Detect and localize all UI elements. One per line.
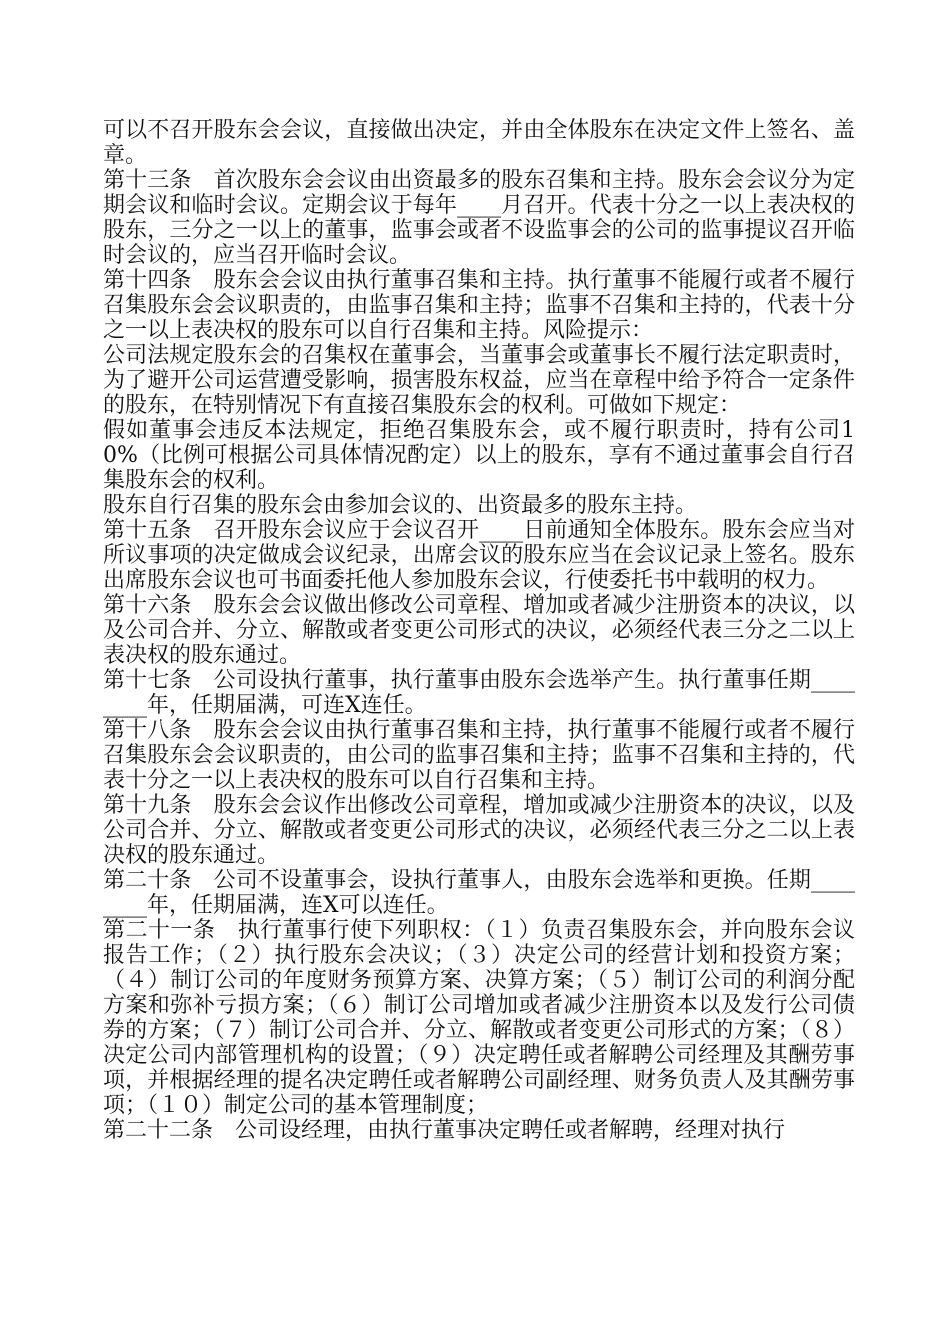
paragraph-continuation: 可以不召开股东会会议，直接做出决定，并由全体股东在决定文件上签名、盖章。 bbox=[103, 118, 855, 168]
risk-note-chair: 股东自行召集的股东会由参加会议的、出资最多的股东主持。 bbox=[103, 493, 698, 518]
article-16: 第十六条 股东会会议做出修改公司章程、增加或者减少注册资本的决议，以及公司合并、分立、解散或者变更公司形式的决议，必须经代表三分之二以上表决权的股东通过。 bbox=[103, 593, 855, 668]
risk-note-provision: 假如董事会违反本法规定，拒绝召集股东会，或不履行职责时，持有公司10%（比例可根据公司具体情况酌定）以上的股东，享有不通过董事会自行召集股东会的权利。 bbox=[103, 418, 855, 493]
article-13: 第十三条 首次股东会会议由出资最多的股东召集和主持。股东会会议分为定期会议和临时会议。定期会议于每年____月召开。代表十分之一以上表决权的股东，三分之一以上的董事，监事会或者不设监事会的公司的监事提议召开临时会议的，应当召开临时会议。 bbox=[103, 168, 855, 268]
article-21: 第二十一条 执行董事行使下列职权：（１）负责召集股东会，并向股东会议报告工作；（２）执行股东会决议；（３）决定公司的经营计划和投资方案；（４）制订公司的年度财务预算方案、决算方案；（５）制订公司的利润分配方案和弥补亏损方案；（６）制订公司增加或者减少注册资本以及发行公司债券的方案；（７）制订公司合并、分立、解散或者变更公司形式的方案；（８）决定公司内部管理机构的设置；（９）决定聘任或者解聘公司经理及其酬劳事项，并根据经理的提名决定聘任或者解聘公司副经理、财务负责人及其酬劳事项；（１０）制定公司的基本管理制度； bbox=[103, 918, 855, 1118]
article-14: 第十四条 股东会会议由执行董事召集和主持。执行董事不能履行或者不履行召集股东会会议职责的，由监事召集和主持；监事不召集和主持的，代表十分之一以上表决权的股东可以自行召集和主持。风险提示： bbox=[103, 268, 855, 343]
document-page bbox=[103, 118, 855, 1143]
article-17: 第十七条 公司设执行董事，执行董事由股东会选举产生。执行董事任期________年，任期届满，可连X连任。 bbox=[103, 668, 855, 718]
article-19: 第十九条 股东会会议作出修改公司章程，增加或减少注册资本的决议，以及公司合并、分立、解散或者变更公司形式的决议，必须经代表三分之二以上表决权的股东通过。 bbox=[103, 793, 855, 868]
article-20: 第二十条 公司不设董事会，设执行董事人，由股东会选举和更换。任期________年，任期届满，连X可以连任。 bbox=[103, 868, 855, 918]
risk-note: 公司法规定股东会的召集权在董事会，当董事会或董事长不履行法定职责时，为了避开公司运营遭受影响，损害股东权益，应当在章程中给予符合一定条件的股东，在特别情况下有直接召集股东会的权利。可做如下规定： bbox=[103, 343, 855, 418]
article-15: 第十五条 召开股东会议应于会议召开____日前通知全体股东。股东会应当对所议事项的决定做成会议纪录，出席会议的股东应当在会议记录上签名。股东出席股东会议也可书面委托他人参加股东会议，行使委托书中载明的权力。 bbox=[103, 518, 855, 593]
article-22: 第二十二条 公司设经理，由执行董事决定聘任或者解聘，经理对执行 bbox=[103, 1118, 786, 1143]
article-18: 第十八条 股东会会议由执行董事召集和主持，执行董事不能履行或者不履行召集股东会会议职责的，由公司的监事召集和主持；监事不召集和主持的，代表十分之一以上表决权的股东可以自行召集和主持。 bbox=[103, 718, 855, 793]
